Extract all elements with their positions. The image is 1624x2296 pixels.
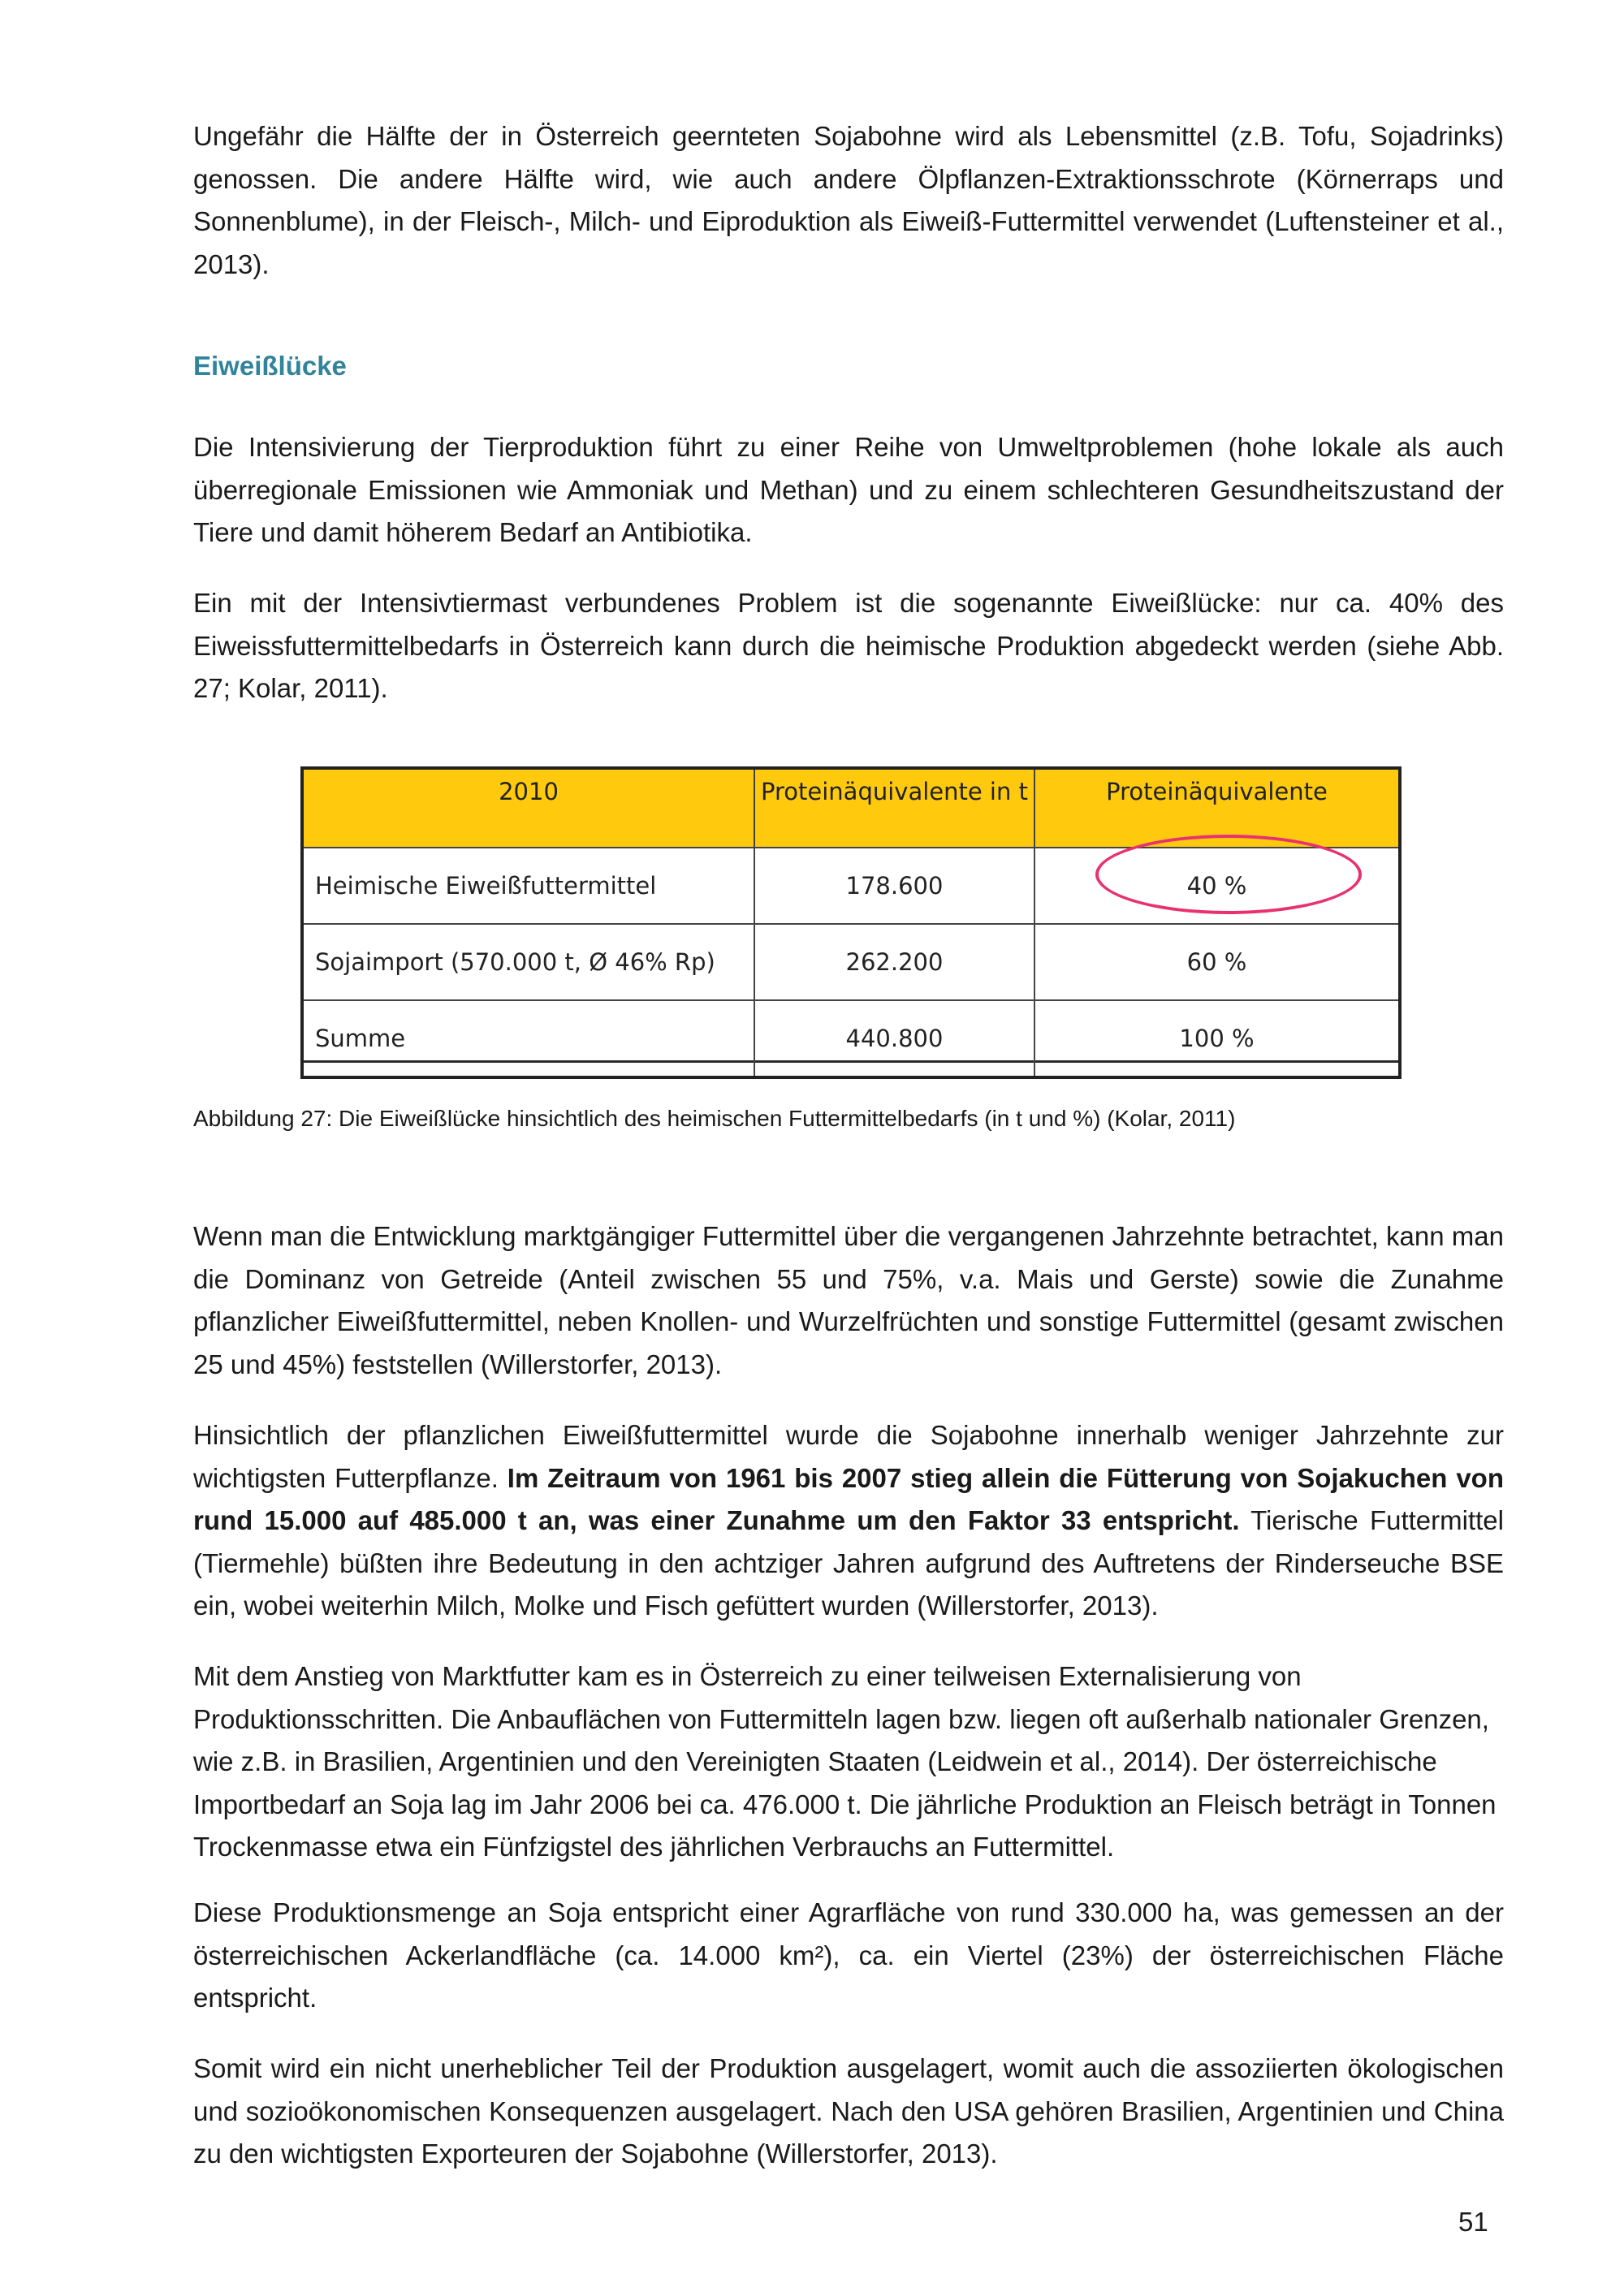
table-cell: 440.800	[754, 1000, 1034, 1077]
table-header-cell: Proteinäquivalente	[1034, 768, 1400, 848]
table-cell: 60 %	[1034, 924, 1400, 1000]
paragraph-outsourcing: Somit wird ein nicht unerheblicher Teil der Produktion ausgelagert, womit auch die assoziierten ökologischen und sozioökonomischen Konsequenzen ausgelagert. Nach den USA gehören Brasilien, Argentinien und China zu den wichtigsten Exporteuren der Sojabohne (Willerstorfer, 2013).	[193, 2053, 1504, 2169]
paragraph-intensification: Die Intensivierung der Tierproduktion führt zu einer Reihe von Umweltproblemen (hohe lokale als auch überregionale Emissionen wie Ammoniak und Methan) und zu einem schlechteren Gesundheitszustand der Tiere und damit höherem Bedarf an Antibiotika.	[193, 432, 1504, 547]
table-cell: Summe	[302, 1000, 754, 1077]
paragraph-text: Tierische Futtermittel (Tiermehle) büßten ihre Bedeutung in den achtziger Jahren aufgrund des Auftretens der Rinderseuche BSE ein, wobei weiterhin Milch, Molke und Fisch gefüttert wurden (Willerstorfer, 2013).	[193, 1505, 1504, 1621]
paragraph-soybean-usage: Ungefähr die Hälfte der in Österreich geernteten Sojabohne wird als Lebensmittel (z.B. Tofu, Sojadrinks) genossen. Die andere Hälfte wird, wie auch andere Ölpflanzen-Extraktionsschrote (Körnerraps und Sonnenblume), in der Fleisch-, Milch- und Eiproduktion als Eiweiß-Futtermittel verwendet (Luftensteiner et al., 2013).	[193, 121, 1504, 279]
paragraph-externalisation: Mit dem Anstieg von Marktfutter kam es in Österreich zu einer teilweisen Externalisierung von Produktionsschritten. Die Anbauflächen von Futtermitteln lagen bzw. liegen oft außerhalb nationaler Grenzen, wie z.B. in Brasilien, Argentinien und den Vereinigten Staaten (Leidwein et al., 2014). Der österreichische Importbedarf an Soja lag im Jahr 2006 bei ca. 476.000 t. Die jährliche Produktion an Fleisch beträgt in Tonnen Trockenmasse etwa ein Fünfzigstel des jährlichen Verbrauchs an Futtermittel.	[193, 1661, 1497, 1862]
table-cell: 100 %	[1034, 1000, 1400, 1077]
table-header-cell: Proteinäquivalente in t	[754, 768, 1034, 848]
paragraph-feed-development: Wenn man die Entwicklung marktgängiger Futtermittel über die vergangenen Jahrzehnte betrachtet, kann man die Dominanz von Getreide (Anteil zwischen 55 und 75%, v.a. Mais und Gerste) sowie die Zunahme pflanzlicher Eiweißfuttermittel, neben Knollen- und Wurzelfrüchten und sonstige Futtermittel (gesamt zwischen 25 und 45%) feststellen (Willerstorfer, 2013).	[193, 1221, 1504, 1379]
paragraph-soybean-importance	[193, 1414, 1504, 1628]
table-row	[302, 1000, 1400, 1077]
table-cell: 262.200	[754, 924, 1034, 1000]
paragraph-bold-text: Im Zeitraum von 1961 bis 2007 stieg allein die Fütterung von Sojakuchen von rund 15.000 auf 485.000 t an, was einer Zunahme um den Faktor 33 entspricht.	[193, 1462, 1504, 1535]
section-heading: Eiweißlücke	[193, 351, 347, 381]
table-cell: Sojaimport (570.000 t, Ø 46% Rp)	[302, 924, 754, 1000]
protein-table	[300, 766, 1402, 1079]
table-header-cell: 2010	[302, 768, 754, 848]
highlight-circle-annotation	[1095, 835, 1362, 914]
page-number: 51	[1458, 2207, 1488, 2237]
table-cell: 178.600	[754, 848, 1034, 924]
table-row	[302, 924, 1400, 1000]
table-cell-highlighted: 40 %	[1034, 848, 1400, 924]
paragraph-protein-gap: Ein mit der Intensivtiermast verbundenes Problem ist die sogenannte Eiweißlücke: nur ca. 40% des Eiweissfuttermittelbedarfs in Österreich kann durch die heimische Produktion abgedeckt werden (siehe Abb. 27; Kolar, 2011).	[193, 588, 1504, 703]
paragraph-agrarian-area: Diese Produktionsmenge an Soja entspricht einer Agrarfläche von rund 330.000 ha, was gemessen an der österreichischen Ackerlandfläche (ca. 14.000 km²), ca. ein Viertel (23%) der österreichischen Fläche entspricht.	[193, 1897, 1504, 2013]
paragraph-text: Hinsichtlich der pflanzlichen Eiweißfuttermittel wurde die Sojabohne innerhalb weniger Jahrzehnte zur wichtigsten Futterpflanze.	[193, 1420, 1504, 1493]
table-cell: Heimische Eiweißfuttermittel	[302, 848, 754, 924]
figure-caption: Abbildung 27: Die Eiweißlücke hinsichtlich des heimischen Futtermittelbedarfs (in t und %) (Kolar, 2011)	[193, 1106, 1236, 1131]
